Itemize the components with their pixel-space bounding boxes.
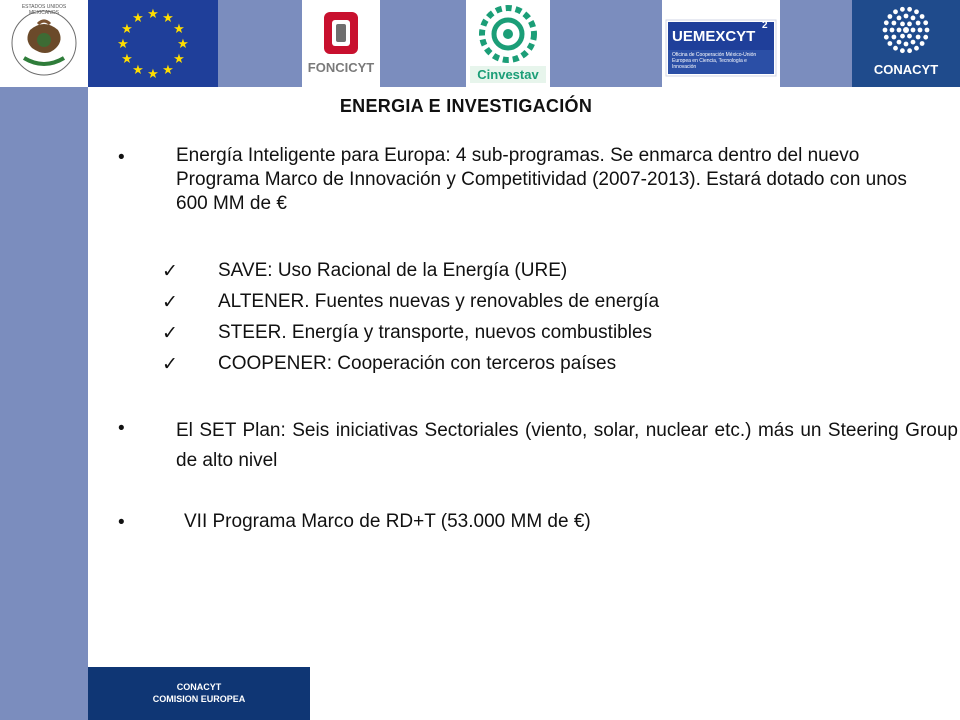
mexico-coat-of-arms-text: ESTADOS UNIDOS MEXICANOS (21, 4, 67, 16)
conacyt-dot-icon (884, 35, 889, 40)
conacyt-dot-icon (900, 7, 905, 12)
conacyt-dot-icon (916, 21, 921, 26)
conacyt-dot-icon (888, 41, 893, 46)
conacyt-dot-icon (893, 9, 898, 14)
checkmark-icon: ✓ (162, 323, 178, 344)
bullet-marker: • (118, 147, 125, 168)
eu-star-icon: ★ (173, 21, 185, 36)
conacyt-dot-icon (888, 14, 893, 19)
conacyt-dot-icon (897, 28, 902, 33)
eu-star-icon: ★ (147, 6, 159, 21)
foncicyt-logo-text: FONCICYT (307, 60, 375, 75)
conacyt-dot-icon (918, 28, 923, 33)
check-item-save: SAVE: Uso Racional de la Energía (URE) (218, 260, 568, 281)
conacyt-dot-icon (923, 20, 928, 25)
conacyt-dot-icon (911, 40, 916, 45)
conacyt-dot-icon (892, 35, 897, 40)
cinvestav-logo-text: Cinvestav (477, 67, 539, 82)
bullet-marker: • (118, 418, 125, 439)
uemexcyt-logo-sup: 2 (762, 20, 768, 31)
conacyt-logo-text: CONACYT (873, 62, 939, 77)
conacyt-dot-icon (904, 14, 909, 19)
footer-line2: COMISION EUROPEA (152, 694, 246, 704)
conacyt-dot-icon (920, 14, 925, 19)
footer-badge (88, 667, 310, 720)
checkmark-icon: ✓ (162, 261, 178, 282)
check-item-coopener: COOPENER: Cooperación con terceros países (218, 353, 617, 374)
conacyt-dot-icon (914, 46, 919, 51)
eu-star-icon: ★ (177, 36, 189, 51)
conacyt-dot-icon (925, 28, 930, 33)
conacyt-dot-icon (914, 9, 919, 14)
conacyt-dot-icon (904, 42, 909, 47)
conacyt-dot-icon (907, 34, 912, 39)
eu-star-icon: ★ (162, 62, 174, 77)
cinvestav-logo (466, 0, 550, 87)
conacyt-dot-icon (900, 34, 905, 39)
bullet-vii-programa-marco: VII Programa Marco de RD+T (53.000 MM de €) (184, 511, 591, 532)
conacyt-dot-icon (907, 22, 912, 27)
slide-title-text: ENERGIA E INVESTIGACIÓN (339, 96, 593, 116)
logo-strip (0, 0, 960, 87)
eu-star-icon: ★ (121, 21, 133, 36)
uemexcyt-logo (662, 0, 780, 87)
conacyt-dot-icon (897, 16, 902, 21)
uemexcyt-logo-tagline: Oficina de Cooperación México-Unión Europea en Ciencia, Tecnología e Innovación (672, 52, 757, 70)
foncicyt-logo (302, 0, 380, 87)
conacyt-dot-icon (900, 48, 905, 53)
conacyt-dot-icon (897, 40, 902, 45)
conacyt-dot-icon (907, 48, 912, 53)
slide-title (0, 96, 960, 117)
conacyt-dot-icon (893, 46, 898, 51)
conacyt-dot-icon (892, 21, 897, 26)
eu-star-icon: ★ (121, 51, 133, 66)
conacyt-dot-icon (884, 20, 889, 25)
eu-star-icon: ★ (147, 66, 159, 81)
eu-star-icon: ★ (132, 62, 144, 77)
check-item-steer: STEER. Energía y transporte, nuevos combustibles (218, 322, 653, 343)
checkmark-icon: ✓ (162, 354, 178, 375)
conacyt-dot-icon (920, 41, 925, 46)
footer-line1: CONACYT (176, 682, 222, 692)
conacyt-dot-icon (903, 27, 909, 33)
conacyt-dot-icon (890, 28, 895, 33)
eu-star-icon: ★ (132, 10, 144, 25)
conacyt-dot-icon (916, 35, 921, 40)
conacyt-dot-icon (923, 35, 928, 40)
conacyt-dot-icon (883, 28, 888, 33)
eu-star-icon: ★ (117, 36, 129, 51)
checkmark-icon: ✓ (162, 292, 178, 313)
mexico-coat-of-arms-logo (0, 0, 88, 87)
bullet-set-plan: El SET Plan: Seis iniciativas Sectoriales (viento, solar, nuclear etc.) más un Steering Group de alto nivel (176, 420, 958, 471)
conacyt-dot-icon (900, 22, 905, 27)
eu-star-icon: ★ (173, 51, 185, 66)
check-item-altener: ALTENER. Fuentes nuevas y renovables de energía (218, 291, 660, 312)
left-sidebar-band (0, 87, 88, 720)
conacyt-dot-icon (911, 16, 916, 21)
bullet-energia-inteligente: Energía Inteligente para Europa: 4 sub-programas. Se enmarca dentro del nuevo Programa Marco de Innovación y Competitividad (2007-2013). Estará dotado con unos 600 MM de € (176, 145, 907, 214)
bullet-marker: • (118, 512, 125, 533)
eu-flag-logo (88, 0, 218, 87)
conacyt-dot-icon (907, 7, 912, 12)
conacyt-logo (852, 0, 960, 87)
eu-star-icon: ★ (162, 10, 174, 25)
uemexcyt-logo-text: UEMEXCYT (672, 28, 756, 45)
conacyt-dot-icon (911, 28, 916, 33)
